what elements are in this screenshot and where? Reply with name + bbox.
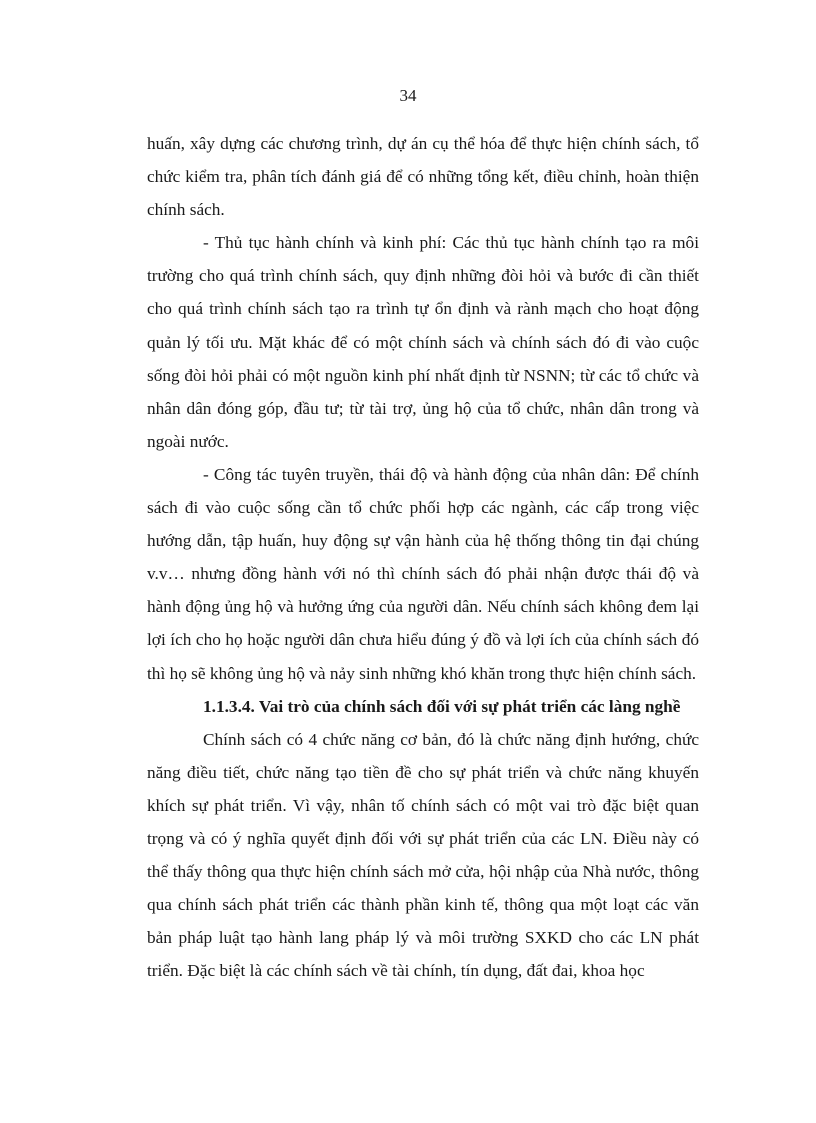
page-number: 34 [399,86,417,105]
paragraph-public-communication: - Công tác tuyên truyền, thái độ và hành động của nhân dân: Để chính sách đi vào cuộc sống cần tổ chức phối hợp các ngành, các cấp trong việc hướng dẫn, tập huấn, huy động sự vận hành của hệ thống thông tin đại chúng v.v… nhưng đồng hành với nó thì chính sách đó phải nhận được thái độ và hành động ủng hộ và hưởng ứng của người dân. Nếu chính sách không đem lại lợi ích cho họ hoặc người dân chưa hiểu đúng ý đồ và lợi ích của chính sách đó thì họ sẽ không ủng hộ và nảy sinh những khó khăn trong thực hiện chính sách. [147,464,699,683]
paragraph-administrative-procedures: - Thủ tục hành chính và kinh phí: Các thủ tục hành chính tạo ra môi trường cho quá trình chính sách, quy định những đòi hỏi và bước đi cần thiết cho quá trình chính sách tạo ra trình tự ổn định và rành mạch cho hoạt động quản lý tối ưu. Mặt khác để có một chính sách và chính sách đó đi vào cuộc sống đòi hỏi phải có một nguồn kinh phí nhất định từ NSNN; từ các tổ chức và nhân dân đóng góp, đầu tư; từ tài trợ, ủng hộ của tổ chức, nhân dân trong và ngoài nước. [147,233,699,451]
page-body [147,127,699,987]
paragraph-policy-role: Chính sách có 4 chức năng cơ bản, đó là chức năng định hướng, chức năng điều tiết, chức năng tạo tiền đề cho sự phát triển và chức năng khuyến khích sự phát triển. Vì vậy, nhân tố chính sách có một vai trò đặc biệt quan trọng và có ý nghĩa quyết định đối với sự phát triển của các LN. Điều này có thể thấy thông qua thực hiện chính sách mở cửa, hội nhập của Nhà nước, thông qua chính sách phát triển các thành phần kinh tế, thông qua một loạt các văn bản pháp luật tạo hành lang pháp lý và môi trường SXKD cho các LN phát triển. Đặc biệt là các chính sách về tài chính, tín dụng, đất đai, khoa học [147,729,699,981]
paragraph-continuation: huấn, xây dựng các chương trình, dự án cụ thể hóa để thực hiện chính sách, tổ chức kiểm tra, phân tích đánh giá để có những tổng kết, điều chỉnh, hoàn thiện chính sách. [147,134,699,220]
section-heading: 1.1.3.4. Vai trò của chính sách đối với sự phát triển các làng nghề [203,696,681,716]
